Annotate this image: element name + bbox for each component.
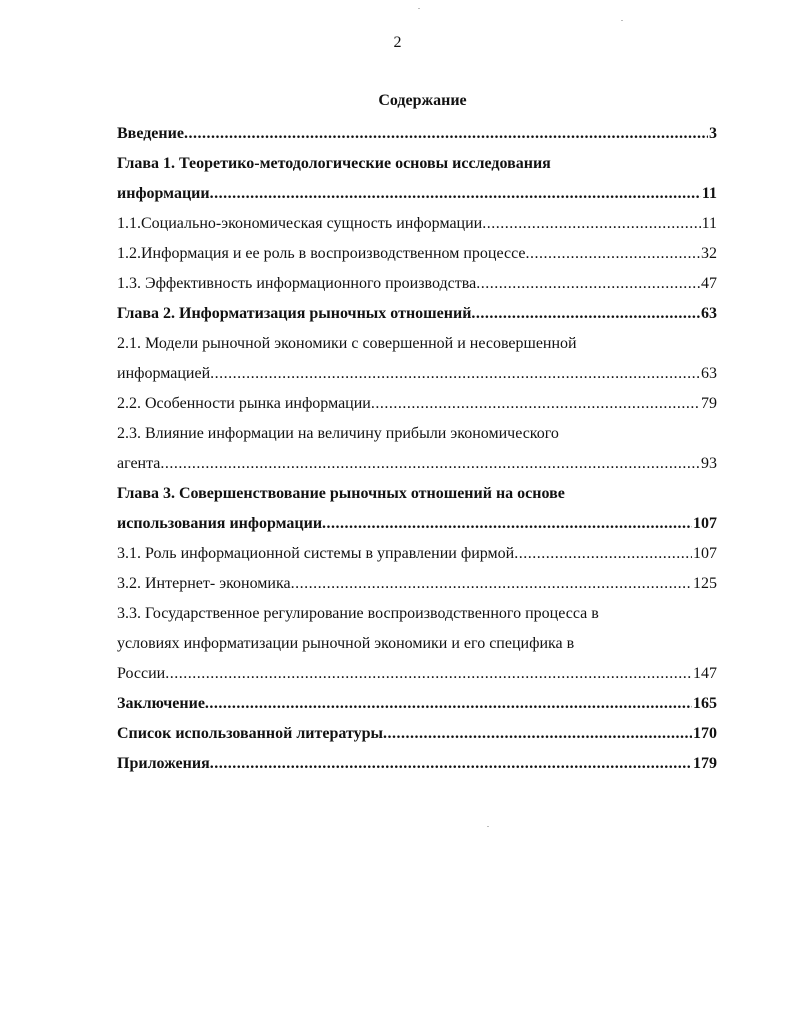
toc-entry [117,599,717,629]
toc-entry [117,749,717,779]
scan-speck [487,826,489,827]
toc-entry-page: 63 [701,365,717,382]
toc-entry [117,149,717,179]
toc-leader-dots [210,179,701,209]
toc-entry-title: информации [117,185,210,202]
toc-entry-page: 165 [693,695,717,712]
toc-entry [117,509,717,539]
page-number: 2 [393,34,402,51]
toc-entry-page: 107 [693,545,717,562]
toc-entry-title: 1.1.Социально-экономическая сущность информации [117,215,483,232]
toc-entry [117,359,717,389]
toc-entry-page: 107 [693,515,717,532]
toc-entry [117,659,717,689]
toc-leader-dots [210,359,700,389]
toc-entry-title: России [117,665,166,682]
toc-leader-dots [165,659,692,689]
toc-entry [117,539,717,569]
table-of-contents [117,119,717,779]
toc-entry-title: 2.3. Влияние информации на величину прибыли экономического [117,425,559,442]
toc-entry-title: Приложения [117,755,210,772]
toc-entry [117,209,717,239]
toc-entry-title: Глава 3. Совершенствование рыночных отношений на основе [117,485,565,502]
toc-entry [117,119,717,149]
toc-entry [117,179,717,209]
toc-entry-title: 3.1. Роль информационной системы в управлении фирмой [117,545,515,562]
toc-entry-title: Список использованной литературы [117,725,383,742]
toc-entry-page: 125 [693,575,717,592]
toc-entry-page: 79 [701,395,717,412]
toc-leader-dots [184,119,708,149]
toc-entry-title: 1.3. Эффективность информационного производства [117,275,477,292]
toc-leader-dots [205,689,692,719]
toc-entry-page: 147 [693,665,717,682]
toc-entry-title: 2.1. Модели рыночной экономики с совершенной и несовершенной [117,335,577,352]
toc-entry [117,719,717,749]
toc-entry-page: 32 [701,245,717,262]
toc-leader-dots [160,449,700,479]
toc-entry-title: 2.2. Особенности рынка информации [117,395,371,412]
toc-entry-title: Введение [117,125,184,142]
toc-entry-page: 11 [701,215,717,232]
toc-leader-dots [322,509,692,539]
toc-entry-title: Глава 2. Информатизация рыночных отношений [117,305,472,322]
toc-leader-dots [482,209,700,239]
toc-entry-title: 3.3. Государственное регулирование воспроизводственного процесса в [117,605,599,622]
toc-entry-title: условиях информатизации рыночной экономики и его специфика в [117,635,575,652]
toc-entry-page: 93 [701,455,717,472]
toc-entry [117,299,717,329]
toc-leader-dots [291,569,692,599]
toc-entry-title: Заключение [117,695,205,712]
scan-speck [418,8,420,9]
toc-entry [117,239,717,269]
toc-entry-page: 170 [693,725,717,742]
toc-entry [117,389,717,419]
toc-entry-title: агента [117,455,161,472]
toc-leader-dots [471,299,700,329]
toc-leader-dots [476,269,700,299]
toc-entry-title: использования информации [117,515,323,532]
toc-entry-page: 3 [709,125,717,142]
toc-entry [117,269,717,299]
toc-entry-title: 1.2.Информация и ее роль в воспроизводственном процессе [117,245,526,262]
toc-entry [117,479,717,509]
toc-entry-page: 179 [693,755,717,772]
toc-entry [117,329,717,359]
toc-entry-page: 63 [701,305,717,322]
page-title: Содержание [378,92,467,109]
toc-entry-title: информацией [117,365,211,382]
toc-entry [117,629,717,659]
toc-entry [117,569,717,599]
scan-speck [621,20,623,21]
toc-entry-title: Глава 1. Теоретико-методологические основы исследования [117,155,551,172]
toc-leader-dots [210,749,692,779]
toc-leader-dots [514,539,692,569]
toc-leader-dots [383,719,692,749]
toc-entry [117,689,717,719]
toc-leader-dots [525,239,700,269]
toc-entry-page: 11 [701,185,717,202]
toc-leader-dots [371,389,700,419]
toc-entry-page: 47 [701,275,717,292]
toc-entry [117,449,717,479]
toc-entry [117,419,717,449]
toc-entry-title: 3.2. Интернет- экономика [117,575,291,592]
